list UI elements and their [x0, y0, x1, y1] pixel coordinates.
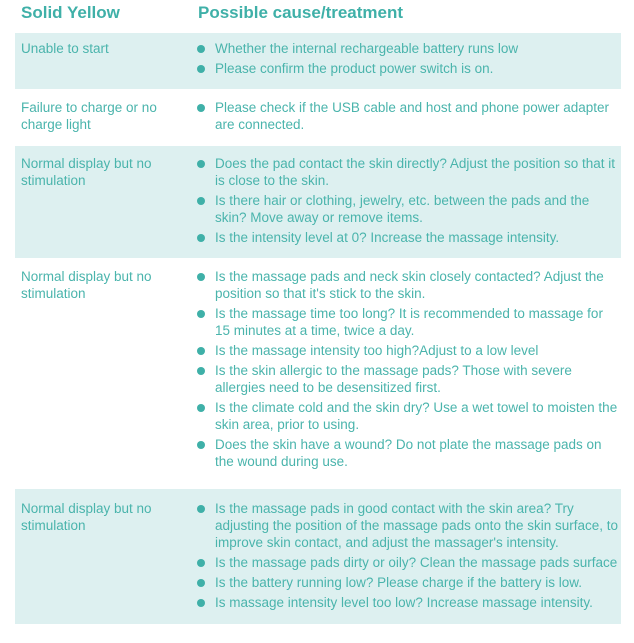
list-item — [197, 99, 621, 133]
list-item — [197, 342, 621, 359]
list-item — [197, 268, 621, 302]
list-item-text: Please confirm the product power switch is on. — [215, 61, 494, 76]
list-item — [197, 155, 621, 189]
column-header-cause-treatment: Possible cause/treatment — [198, 3, 404, 22]
list-item-text: Is there hair or clothing, jewelry, etc. between the pads and the skin? Move away or remove items. — [215, 193, 590, 225]
list-item — [197, 305, 621, 339]
bullet-icon — [197, 599, 205, 607]
list-item-text: Does the skin have a wound? Do not plate the massage pads on the wound during use. — [215, 437, 602, 469]
list-item-text: Does the pad contact the skin directly? Adjust the position so that it is close to the skin. — [215, 156, 615, 188]
list-item — [197, 594, 621, 611]
table-row — [15, 489, 621, 624]
list-item-text: Is the massage pads in good contact with the skin area? Try adjusting the position of the massage pads onto the skin surface, to improve skin contact, and adjust the massager's intensity. — [215, 501, 619, 550]
bullet-icon — [197, 65, 205, 73]
bullet-icon — [197, 367, 205, 375]
table-header — [0, 0, 634, 30]
table-row — [15, 90, 621, 145]
bullet-icon — [197, 160, 205, 168]
list-item-text: Is the skin allergic to the massage pads? Those with severe allergies need to be desensitized first. — [215, 363, 572, 395]
bullet-icon — [197, 273, 205, 281]
list-item — [197, 229, 621, 246]
table-row — [15, 259, 621, 487]
list-item — [197, 192, 621, 226]
list-item — [197, 554, 621, 571]
bullet-icon — [197, 197, 205, 205]
bullet-icon — [197, 45, 205, 53]
treatment-list — [197, 40, 621, 80]
row-cause: Normal display but no stimulation — [21, 501, 152, 533]
list-item-text: Is the massage time too long? It is recommended to massage for 15 minutes at a time, twice a day. — [215, 306, 603, 338]
bullet-icon — [197, 505, 205, 513]
list-item — [197, 500, 621, 551]
list-item-text: Is the battery running low? Please charge if the battery is low. — [215, 575, 582, 590]
list-item-text: Please check if the USB cable and host and phone power adapter are connected. — [215, 100, 610, 132]
treatment-list — [197, 268, 621, 473]
list-item — [197, 399, 621, 433]
bullet-icon — [197, 559, 205, 567]
bullet-icon — [197, 441, 205, 449]
list-item — [197, 436, 621, 470]
bullet-icon — [197, 404, 205, 412]
treatment-list — [197, 99, 621, 136]
list-item-text: Is massage intensity level too low? Increase massage intensity. — [215, 595, 593, 610]
bullet-icon — [197, 347, 205, 355]
list-item — [197, 40, 621, 57]
row-cause: Unable to start — [21, 41, 109, 56]
bullet-icon — [197, 310, 205, 318]
list-item — [197, 574, 621, 591]
table-row — [15, 146, 621, 258]
table-row — [15, 33, 621, 89]
row-cause: Failure to charge or no charge light — [21, 100, 157, 132]
row-cause: Normal display but no stimulation — [21, 156, 152, 188]
list-item — [197, 60, 621, 77]
list-item-text: Is the climate cold and the skin dry? Use a wet towel to moisten the skin area, prior to using. — [215, 400, 618, 432]
list-item-text: Is the massage pads dirty or oily? Clean the massage pads surface — [215, 555, 618, 570]
treatment-list — [197, 155, 621, 249]
bullet-icon — [197, 234, 205, 242]
list-item-text: Is the intensity level at 0? Increase the massage intensity. — [215, 230, 560, 245]
column-header-solid-yellow: Solid Yellow — [21, 3, 120, 22]
bullet-icon — [197, 104, 205, 112]
list-item — [197, 362, 621, 396]
list-item-text: Is the massage intensity too high?Adjust to a low level — [215, 343, 539, 358]
bullet-icon — [197, 579, 205, 587]
row-cause: Normal display but no stimulation — [21, 269, 152, 301]
list-item-text: Is the massage pads and neck skin closely contacted? Adjust the position so that it's stick to the skin. — [215, 269, 604, 301]
list-item-text: Whether the internal rechargeable battery runs low — [215, 41, 519, 56]
treatment-list — [197, 500, 621, 614]
